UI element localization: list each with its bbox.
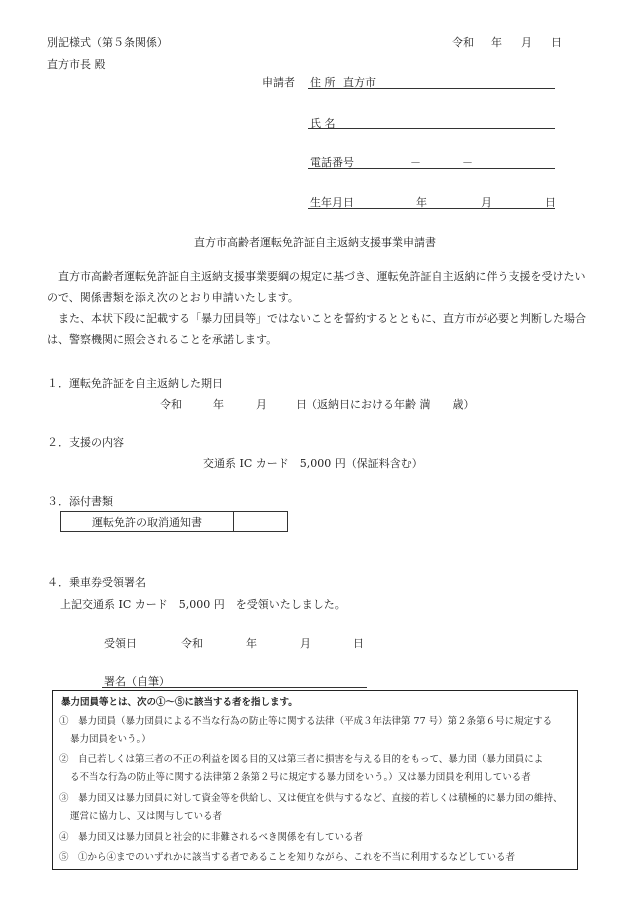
- form-label: 別記様式（第５条関係）: [47, 36, 168, 49]
- date-era: 令和: [452, 36, 474, 49]
- body-paragraph-1: 直方市高齢者運転免許証自主返納支援事業要綱の規定に基づき、運転免許証自主返納に伴う支援を受けたいので、関係書類を添え次のとおり申請いたします。: [47, 270, 586, 304]
- date-month: 月: [521, 36, 532, 49]
- definitions-title: 暴力団員等とは、次の①～⑤に該当する者を指します。: [61, 697, 298, 708]
- signature-label: 署名（自筆）: [104, 675, 170, 688]
- phone-dash-1: －: [410, 156, 421, 169]
- address-label: 住 所: [310, 76, 336, 89]
- section1-age-note: （返納日における年齢 満 歳）: [306, 398, 475, 411]
- table-row: [61, 512, 288, 532]
- section1-year: 年: [213, 398, 224, 411]
- birth-year: 年: [416, 196, 427, 209]
- attachment-check-cell[interactable]: [234, 512, 288, 532]
- phone-line[interactable]: [308, 168, 555, 169]
- date-day: 日: [551, 36, 562, 49]
- definition-item: ① 暴力団員（暴力団員による不当な行為の防止等に関する法律（平成３年法律第 77 号）第２条第６号に規定する: [59, 716, 553, 727]
- phone-dash-2: －: [462, 156, 473, 169]
- attachment-name: 運転免許の取消通知書: [61, 512, 234, 532]
- body-paragraph-2: また、本状下段に記載する「暴力団員等」ではないことを誓約するとともに、直方市が必要と判断した場合は、警察機関に照会されることを承諾します。: [47, 312, 586, 346]
- definition-item: る不当な行為の防止等に関する法律第２条第２号に規定する暴力団をいう。）又は暴力団員を利用している者: [70, 772, 531, 783]
- definition-item: ④ 暴力団又は暴力団員と社会的に非難されるべき関係を有している者: [59, 832, 364, 843]
- name-line[interactable]: [308, 128, 555, 129]
- section1-era: 令和: [160, 398, 182, 411]
- date-year: 年: [491, 36, 502, 49]
- receipt-era: 令和: [181, 637, 203, 650]
- document-title: 直方市高齢者運転免許証自主返納支援事業申請書: [194, 236, 436, 249]
- definition-item: 運営に協力し、又は関与している者: [70, 811, 223, 822]
- birth-month: 月: [481, 196, 492, 209]
- definition-item: ② 自己若しくは第三者の不正の利益を図る目的又は第三者に損害を与える目的をもって、暴力団（暴力団員によ: [59, 754, 544, 765]
- addressee: 直方市長 殿: [47, 58, 106, 71]
- applicant-label: 申請者: [262, 76, 295, 89]
- receipt-month: 月: [300, 637, 311, 650]
- section2-heading: ２．支援の内容: [47, 436, 124, 449]
- phone-label: 電話番号: [310, 156, 354, 169]
- address-value[interactable]: 直方市: [343, 76, 376, 89]
- birth-line[interactable]: [308, 208, 555, 209]
- section2-content: 交通系 IC カード 5,000 円（保証料含む）: [203, 457, 423, 470]
- receipt-day: 日: [353, 637, 364, 650]
- attachment-table: [60, 511, 288, 532]
- birth-label: 生年月日: [310, 196, 354, 209]
- definition-item: ⑤ ①から④までのいずれかに該当する者であることを知りながら、これを不当に利用するなどしている者: [59, 852, 516, 863]
- definition-item: 暴力団員をいう。）: [70, 734, 151, 745]
- receipt-date-label: 受領日: [104, 637, 137, 650]
- receipt-year: 年: [246, 637, 257, 650]
- signature-line[interactable]: [102, 687, 367, 688]
- section3-heading: ３．添付書類: [47, 495, 113, 508]
- birth-day: 日: [545, 196, 556, 209]
- definitions-box: [52, 690, 578, 870]
- section4-heading: ４．乗車券受領署名: [47, 576, 146, 589]
- section1-day: 日: [296, 398, 307, 411]
- receipt-text: 上記交通系 IC カード 5,000 円 を受領いたしました。: [60, 598, 346, 611]
- name-label: 氏 名: [310, 117, 336, 130]
- address-line: [308, 88, 555, 89]
- section1-heading: １．運転免許証を自主返納した期日: [47, 377, 223, 390]
- definition-item: ③ 暴力団又は暴力団員に対して資金等を供給し、又は便宜を供与するなど、直接的若しくは積極的に暴力団の維持、: [59, 793, 563, 804]
- section1-month: 月: [256, 398, 267, 411]
